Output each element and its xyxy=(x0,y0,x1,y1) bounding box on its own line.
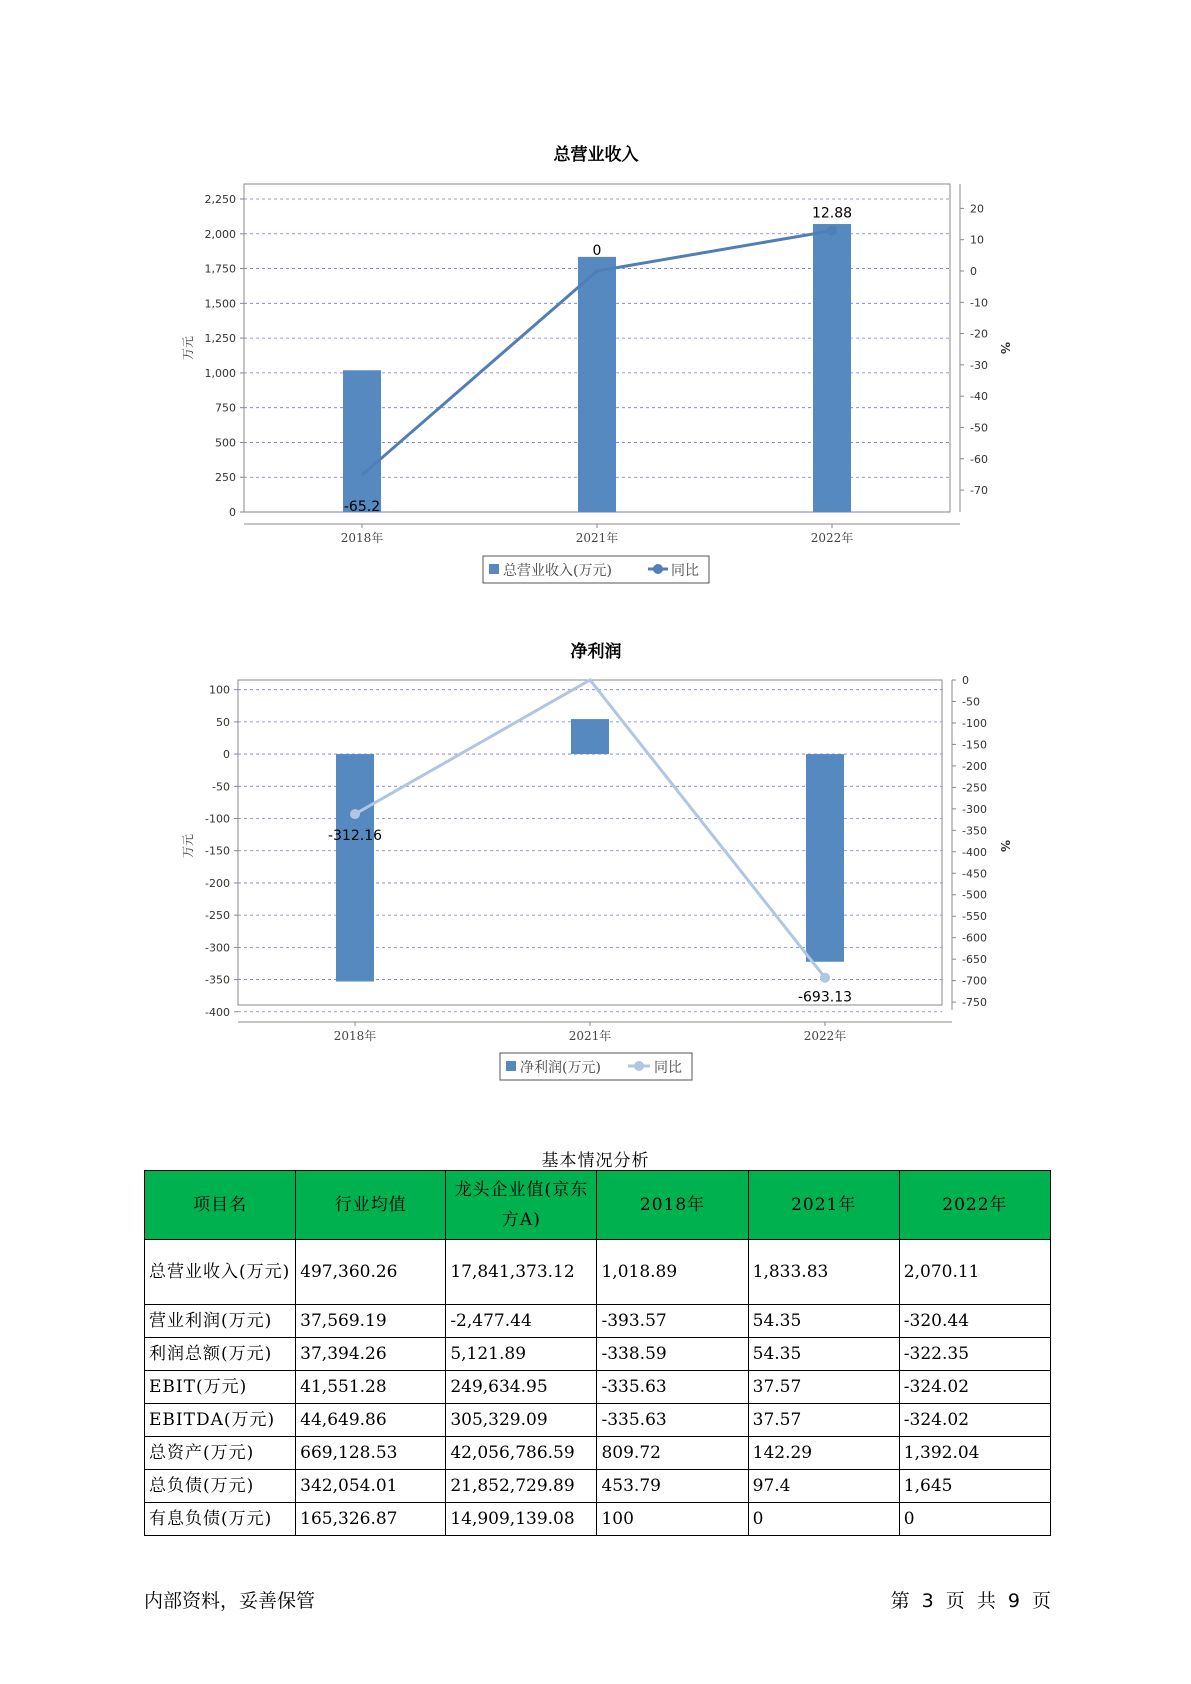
profit-chart-title: 净利润 xyxy=(570,642,622,662)
left-tick-label: -50 xyxy=(212,780,230,794)
line-point xyxy=(820,973,830,983)
profit-legend xyxy=(500,1053,692,1080)
right-tick-label: -50 xyxy=(970,421,988,435)
right-tick-label: 20 xyxy=(970,202,984,216)
line-point xyxy=(827,226,837,236)
revenue-legend-bar-label: 总营业收入(万元) xyxy=(503,563,612,579)
table-cell: EBITDA(万元) xyxy=(145,1404,296,1437)
profit-left-axis-label: 万元 xyxy=(181,833,195,859)
profit-legend-bar-label: 净利润(万元) xyxy=(520,1060,601,1076)
bar xyxy=(571,719,609,754)
table-cell: 669,128.53 xyxy=(296,1437,446,1470)
basic-analysis-table xyxy=(144,1170,1051,1536)
table-cell: 165,326.87 xyxy=(296,1503,446,1536)
left-tick-label: 2,000 xyxy=(204,227,236,241)
table-cell: 总营业收入(万元) xyxy=(145,1240,296,1305)
table-cell: 41,551.28 xyxy=(296,1371,446,1404)
table-header-cell: 2018年 xyxy=(597,1171,748,1240)
profit-chart xyxy=(181,641,1012,1080)
table-header-row xyxy=(145,1171,1051,1240)
revenue-legend-bar-swatch xyxy=(489,564,499,574)
left-tick-label: 500 xyxy=(215,436,236,450)
table-cell: 0 xyxy=(899,1503,1050,1536)
table-cell: -393.57 xyxy=(597,1305,748,1338)
table-row xyxy=(145,1470,1051,1503)
revenue-legend-line-label: 同比 xyxy=(671,563,699,579)
left-tick-label: 750 xyxy=(215,401,236,415)
table-row xyxy=(145,1305,1051,1338)
table-cell: 142.29 xyxy=(748,1437,899,1470)
left-tick-label: 0 xyxy=(229,506,236,519)
table-header-cell: 项目名 xyxy=(145,1171,296,1240)
table-cell: -335.63 xyxy=(597,1371,748,1404)
left-tick-label: -200 xyxy=(205,876,230,890)
table-cell: 17,841,373.12 xyxy=(446,1240,597,1305)
table-cell: -322.35 xyxy=(899,1338,1050,1371)
table-cell: 97.4 xyxy=(748,1470,899,1503)
table-header-cell: 2022年 xyxy=(899,1171,1050,1240)
left-tick-label: 1,000 xyxy=(204,366,236,380)
x-tick-label: 2021年 xyxy=(575,531,619,545)
table-cell: 497,360.26 xyxy=(296,1240,446,1305)
left-tick-label: -300 xyxy=(205,941,230,955)
left-tick-label: 2,250 xyxy=(204,193,236,206)
table-cell: 305,329.09 xyxy=(446,1404,597,1437)
right-tick-label: -60 xyxy=(970,452,988,466)
table-cell: -2,477.44 xyxy=(446,1305,597,1338)
profit-legend-line-marker xyxy=(634,1061,644,1071)
table-cell: 总负债(万元) xyxy=(145,1470,296,1503)
bar xyxy=(813,224,851,512)
profit-legend-line-label: 同比 xyxy=(654,1060,682,1076)
right-tick-label: -250 xyxy=(962,781,987,795)
line-point xyxy=(350,809,360,819)
left-tick-label: 0 xyxy=(223,748,230,762)
table-cell: 37,569.19 xyxy=(296,1305,446,1338)
revenue-right-axis-label: % xyxy=(998,341,1012,355)
left-tick-label: 1,250 xyxy=(204,332,236,346)
right-tick-label: 0 xyxy=(962,674,969,687)
x-tick-label: 2022年 xyxy=(803,1029,847,1043)
left-tick-label: -100 xyxy=(205,812,230,826)
left-tick-label: -150 xyxy=(205,844,230,858)
bar xyxy=(806,754,844,962)
table-cell: 21,852,729.89 xyxy=(446,1470,597,1503)
table-cell: 342,054.01 xyxy=(296,1470,446,1503)
data-label: 12.88 xyxy=(811,205,853,222)
left-tick-label: -350 xyxy=(205,973,230,987)
table-cell: 14,909,139.08 xyxy=(446,1503,597,1536)
right-tick-label: -650 xyxy=(962,953,987,967)
table-header-cell: 2021年 xyxy=(748,1171,899,1240)
data-label: -312.16 xyxy=(327,828,383,845)
table-cell: 100 xyxy=(597,1503,748,1536)
table-cell: -335.63 xyxy=(597,1404,748,1437)
bar xyxy=(343,370,381,512)
table-cell: 5,121.89 xyxy=(446,1338,597,1371)
right-tick-label: -70 xyxy=(970,484,988,498)
table-row xyxy=(145,1371,1051,1404)
table-cell: 1,645 xyxy=(899,1470,1050,1503)
right-tick-label: 0 xyxy=(970,264,977,278)
right-tick-label: -700 xyxy=(962,974,987,988)
table-row xyxy=(145,1503,1051,1536)
table-cell: 利润总额(万元) xyxy=(145,1338,296,1371)
table-row xyxy=(145,1338,1051,1371)
table-cell: 37.57 xyxy=(748,1404,899,1437)
left-tick-label: 1,750 xyxy=(204,262,236,276)
left-tick-label: 250 xyxy=(215,471,236,485)
x-tick-label: 2018年 xyxy=(340,531,384,545)
right-tick-label: -750 xyxy=(962,996,987,1010)
right-tick-label: -350 xyxy=(962,824,987,838)
right-tick-label: -50 xyxy=(962,695,980,709)
data-label: -65.2 xyxy=(343,499,381,516)
x-tick-label: 2018年 xyxy=(333,1029,377,1043)
revenue-chart-title: 总营业收入 xyxy=(553,145,639,165)
profit-legend-bar-swatch xyxy=(506,1061,516,1071)
right-tick-label: 10 xyxy=(970,233,984,247)
left-tick-label: 100 xyxy=(209,683,230,697)
right-tick-label: -20 xyxy=(970,327,988,341)
table-cell: 0 xyxy=(748,1503,899,1536)
table-cell: 37,394.26 xyxy=(296,1338,446,1371)
footer-page-number: 第 3 页 共 9 页 xyxy=(890,1590,1051,1612)
table-cell: 总资产(万元) xyxy=(145,1437,296,1470)
table-row xyxy=(145,1240,1051,1305)
x-tick-label: 2021年 xyxy=(568,1029,612,1043)
left-tick-label: 50 xyxy=(216,715,230,729)
revenue-chart xyxy=(181,144,1012,583)
right-tick-label: -40 xyxy=(970,390,988,404)
right-tick-label: -500 xyxy=(962,888,987,902)
table-cell: -320.44 xyxy=(899,1305,1050,1338)
right-tick-label: -400 xyxy=(962,845,987,859)
bar xyxy=(336,754,374,981)
revenue-legend-line-marker xyxy=(653,564,663,574)
revenue-left-axis-label: 万元 xyxy=(181,335,195,361)
data-label: -693.13 xyxy=(797,989,853,1006)
right-tick-label: -100 xyxy=(962,716,987,730)
table-cell: 453.79 xyxy=(597,1470,748,1503)
table-cell: 2,070.11 xyxy=(899,1240,1050,1305)
data-label: 0 xyxy=(592,242,602,259)
left-tick-label: -250 xyxy=(205,909,230,923)
table-cell: 37.57 xyxy=(748,1371,899,1404)
right-tick-label: -550 xyxy=(962,910,987,924)
table-cell: -324.02 xyxy=(899,1404,1050,1437)
table-cell: -324.02 xyxy=(899,1371,1050,1404)
left-tick-label: -400 xyxy=(205,1005,230,1019)
table-cell: 44,649.86 xyxy=(296,1404,446,1437)
right-tick-label: -30 xyxy=(970,358,988,372)
right-tick-label: -150 xyxy=(962,738,987,752)
right-tick-label: -300 xyxy=(962,802,987,816)
table-cell: 1,018.89 xyxy=(597,1240,748,1305)
table-header-cell: 龙头企业值(京东方A) xyxy=(446,1171,597,1240)
bar xyxy=(578,257,616,512)
right-tick-label: -600 xyxy=(962,931,987,945)
table-cell: 42,056,786.59 xyxy=(446,1437,597,1470)
table-cell: 1,833.83 xyxy=(748,1240,899,1305)
table-caption: 基本情况分析 xyxy=(541,1151,650,1171)
table-row xyxy=(145,1437,1051,1470)
table-cell: 1,392.04 xyxy=(899,1437,1050,1470)
right-tick-label: -450 xyxy=(962,867,987,881)
x-tick-label: 2022年 xyxy=(810,531,854,545)
table-row xyxy=(145,1404,1051,1437)
left-tick-label: 1,500 xyxy=(204,297,236,311)
table-cell: 249,634.95 xyxy=(446,1371,597,1404)
table-cell: 营业利润(万元) xyxy=(145,1305,296,1338)
revenue-legend xyxy=(483,556,709,583)
table-cell: 54.35 xyxy=(748,1305,899,1338)
table-cell: EBIT(万元) xyxy=(145,1371,296,1404)
right-tick-label: -200 xyxy=(962,759,987,773)
table-cell: 54.35 xyxy=(748,1338,899,1371)
table-cell: -338.59 xyxy=(597,1338,748,1371)
right-tick-label: -10 xyxy=(970,296,988,310)
footer-confidential-note: 内部资料，妥善保管 xyxy=(144,1590,316,1612)
table-cell: 809.72 xyxy=(597,1437,748,1470)
profit-right-axis-label: % xyxy=(998,839,1012,853)
table-cell: 有息负债(万元) xyxy=(145,1503,296,1536)
table-header-cell: 行业均值 xyxy=(296,1171,446,1240)
